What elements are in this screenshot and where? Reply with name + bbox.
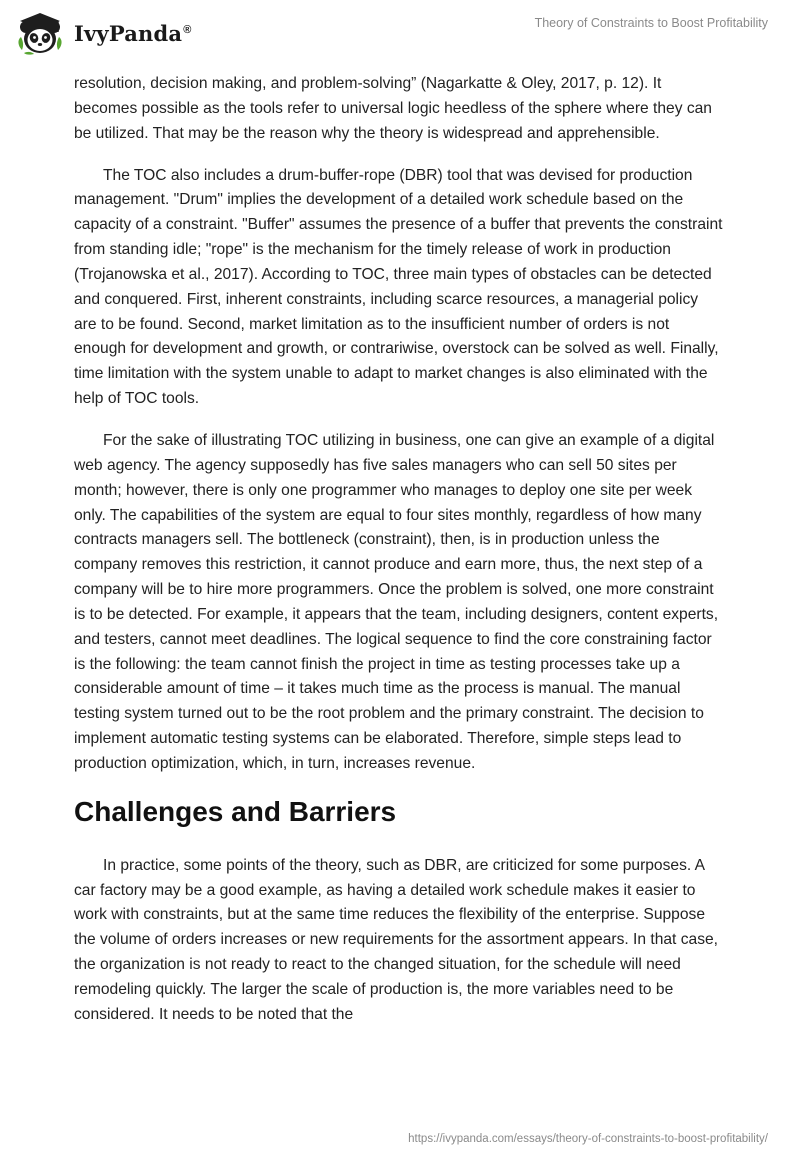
paragraph-3: For the sake of illustrating TOC utilizing in business, one can give an example of a digital web agency. The agency supposedly has five sales managers who can sell 50 sites per month; however, there is only one programmer who manages to deploy one site per week only. The capabilities of the system are equal to four sites monthly, regardless of how many contracts managers sell. The bottleneck (constraint), then, is in production unless the company removes this restriction, it cannot produce and earn more, thus, the next step of a company will be to hire more programmers. Once the problem is solved, one more constraint is to be detected. For example, it appears that the team, including designers, content experts, and testers, cannot meet deadlines. The logical sequence to find the core constraining factor is the following: the team cannot finish the project in time as testing processes take up a considerable amount of time – it takes much time as the process is manual. The manual testing system turned out to be the root problem and the primary constraint. The decision to implement automatic testing systems can be elaborated. Therefore, simple steps lead to production optimization, which, in turn, increases revenue.	[74, 431, 719, 772]
document-title: Theory of Constraints to Boost Profitability	[534, 16, 768, 30]
registered-mark: ®	[183, 23, 192, 36]
section-heading: Challenges and Barriers	[74, 795, 397, 827]
page-header	[0, 0, 800, 66]
paragraph-1: resolution, decision making, and problem-solving” (Nagarkatte & Oley, 2017, p. 12). It becomes possible as the tools refer to universal logic heedless of the sphere where they can be utilized. That may be the reason why the theory is widespread and apprehensible.	[74, 75, 712, 142]
source-url[interactable]: https://ivypanda.com/essays/theory-of-constraints-to-boost-profitability/	[408, 1133, 768, 1145]
paragraph-2: The TOC also includes a drum-buffer-rope (DBR) tool that was devised for production management. "Drum" implies the development of a detailed work schedule based on the capacity of a constraint. "Buffer" assumes the presence of a buffer that prevents the constraint from standing idle; "rope" is the mechanism for the timely release of work in production (Trojanowska et al., 2017). According to TOC, three main types of obstacles can be detected and conquered. First, inherent constraints, including scarce resources, a managerial policy are to be found. Second, market limitation as to the insufficient number of orders is not enough for development and growth, or contrariwise, overstock can be solved as well. Finally, time limitation with the system unable to adapt to market changes is also eliminated with the help of TOC tools.	[74, 166, 723, 408]
ivypanda-logo[interactable]	[14, 10, 192, 56]
essay-content	[74, 72, 724, 1045]
paragraph-4: In practice, some points of the theory, such as DBR, are criticized for some purposes. A car factory may be a good example, as having a detailed work schedule makes it easier to work with constraints, but at the same time reduces the flexibility of the enterprise. Suppose the volume of orders increases or new requirements for the assortment appears. In that case, the organization is not ready to react to the changed situation, for the schedule will need remodeling quickly. The larger the scale of production is, the more variables need to be considered. It needs to be noted that the	[74, 856, 718, 1023]
panda-graduate-icon	[14, 10, 68, 56]
brand-name: IvyPanda®	[74, 20, 192, 46]
